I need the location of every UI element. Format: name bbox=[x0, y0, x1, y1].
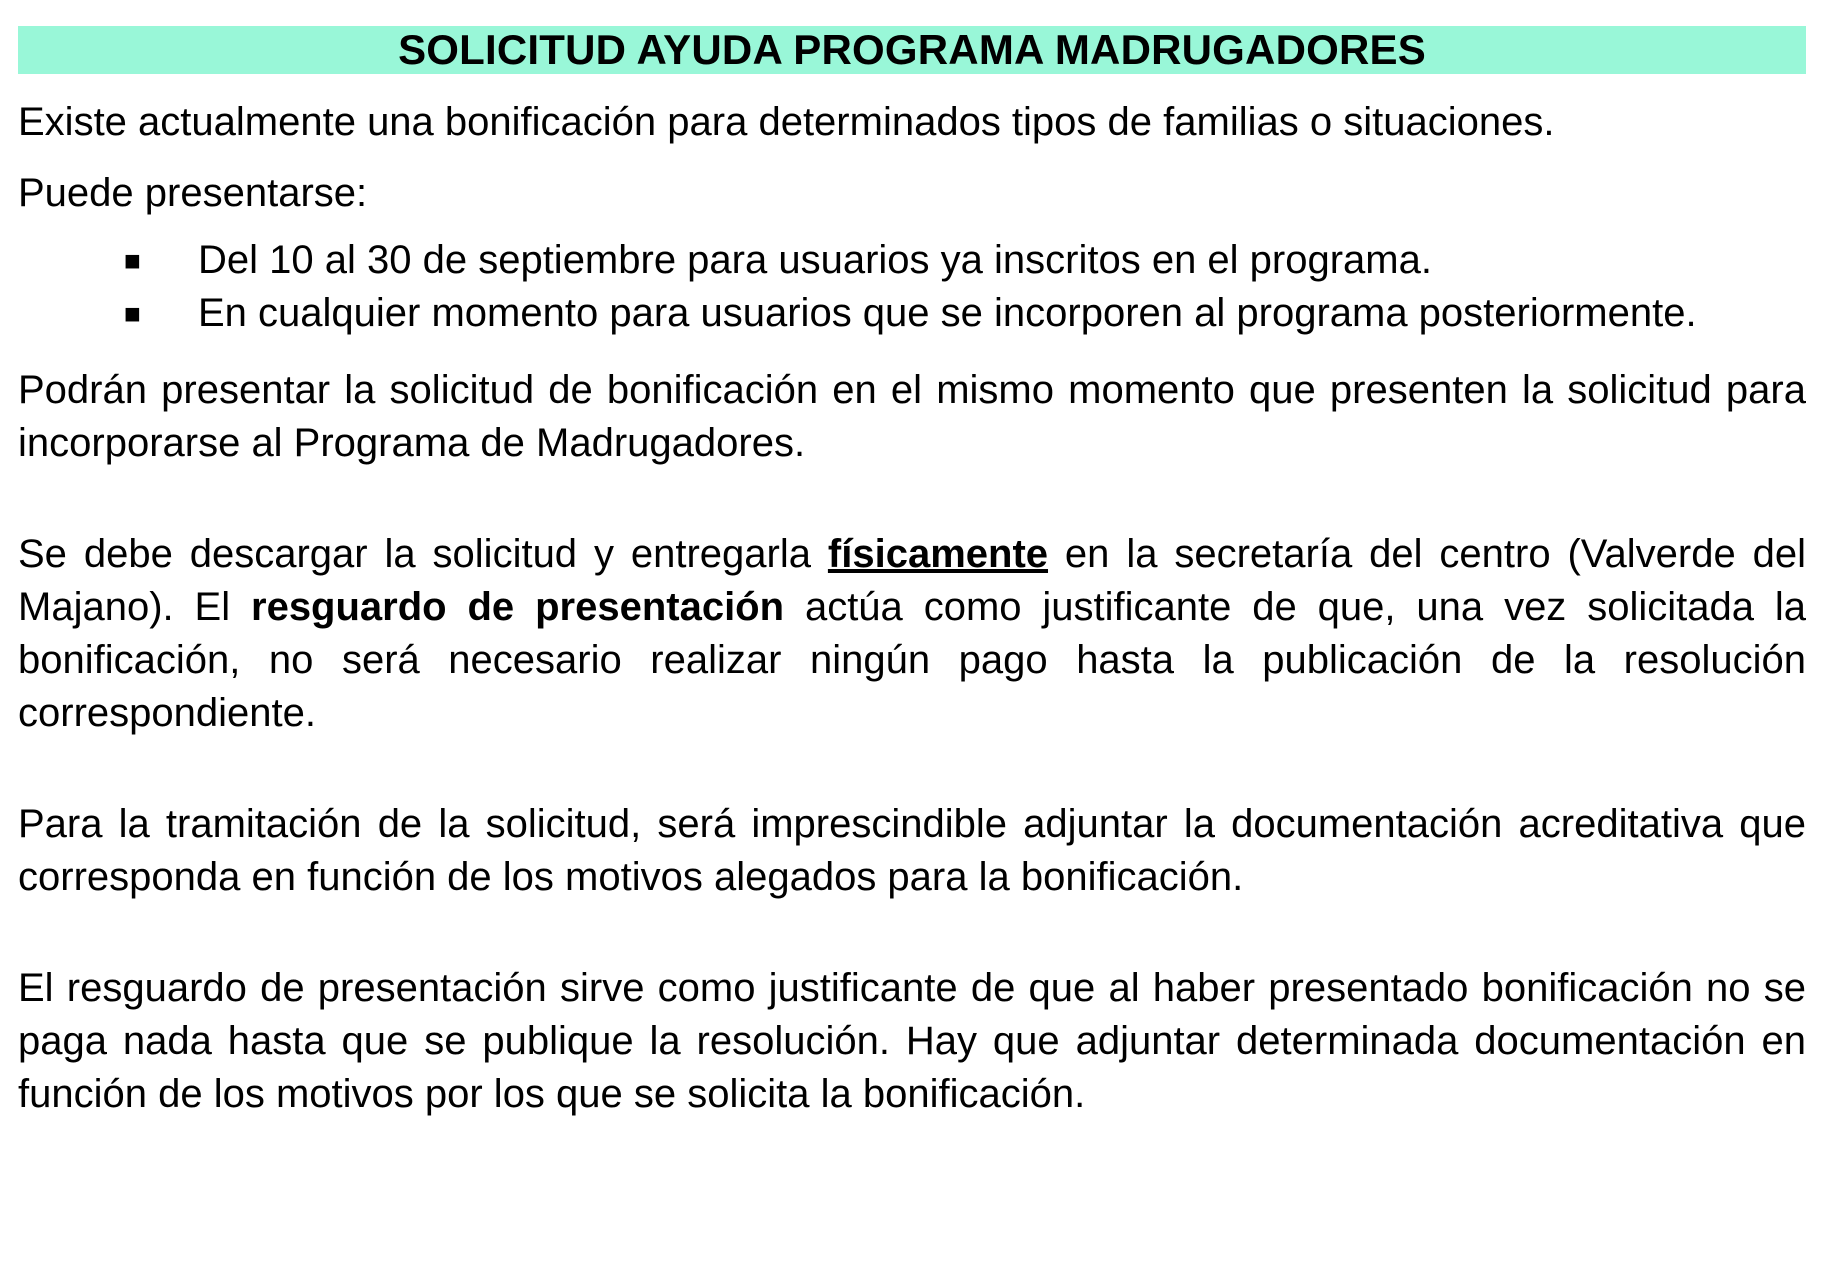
processing-paragraph: Para la tramitación de la solicitud, será imprescindible adjuntar la documentación acreditativa que corresponda en función de los motivos alegados para la bonificación. bbox=[18, 802, 1806, 899]
download-text-part-2: en la secretaría del centro (Valverde del Majano). El bbox=[18, 532, 1807, 629]
page-title: SOLICITUD AYUDA PROGRAMA MADRUGADORES bbox=[398, 26, 1426, 73]
download-text-part-3: actúa como justificante de que, una vez solicitada la bonificación, no será necesario realizar ningún pago hasta la publicación de la resolución correspondiente. bbox=[18, 585, 1806, 735]
square-bullet-icon: ■ bbox=[124, 298, 141, 329]
simultaneous-submission-paragraph: Podrán presentar la solicitud de bonificación en el mismo momento que presenten la solicitud para incorporarse al Programa de Madrugadores. bbox=[18, 368, 1806, 465]
emphasis-receipt: resguardo de presentación bbox=[251, 585, 785, 629]
emphasis-physically: físicamente bbox=[827, 532, 1049, 576]
title-banner bbox=[18, 26, 1806, 74]
list-item-text: Del 10 al 30 de septiembre para usuarios ya inscritos en el programa. bbox=[198, 238, 1432, 282]
download-instructions-paragraph bbox=[18, 528, 1806, 740]
document-page bbox=[18, 26, 1806, 1121]
list-item bbox=[18, 234, 1806, 287]
receipt-paragraph: El resguardo de presentación sirve como justificante de que al haber presentado bonificación no se paga nada hasta que se publique la resolución. Hay que adjuntar determinada documentación en función de los motivos por los que se solicita la bonificación. bbox=[18, 966, 1806, 1116]
list-item bbox=[18, 287, 1806, 340]
submission-heading: Puede presentarse: bbox=[18, 171, 368, 215]
square-bullet-icon: ■ bbox=[124, 245, 141, 276]
intro-paragraph: Existe actualmente una bonificación para determinados tipos de familias o situaciones. bbox=[18, 100, 1555, 144]
download-text-part-1: Se debe descargar la solicitud y entregarla bbox=[18, 532, 828, 576]
list-item-text: En cualquier momento para usuarios que se incorporen al programa posteriormente. bbox=[198, 291, 1697, 335]
submission-periods-list bbox=[18, 234, 1806, 340]
